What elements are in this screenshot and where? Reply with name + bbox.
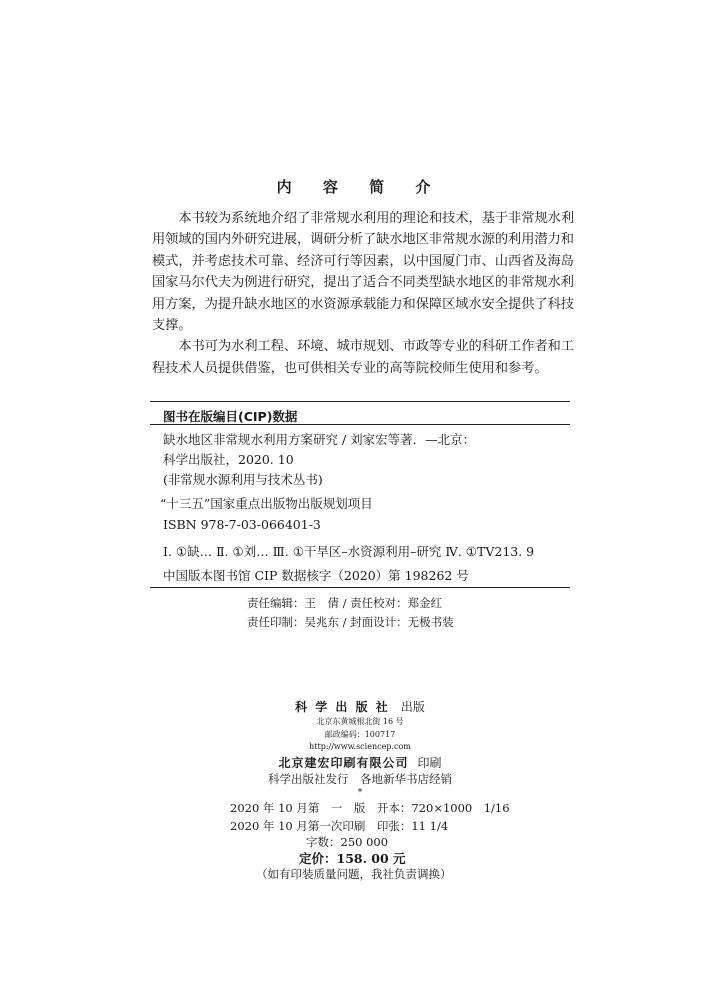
imprint-notice: （如有印装质量问题，我社负责调换） xyxy=(256,867,452,881)
imprint-url: http://www.sciencep.com xyxy=(309,742,411,751)
cip-heading: 图书在版编目(CIP)数据 xyxy=(163,409,298,424)
staff-line-editors: 责任编辑：王 倩 / 责任校对：郑金红 xyxy=(247,596,443,610)
summary-body xyxy=(152,208,582,379)
imprint-postcode: 邮政编码：100717 xyxy=(324,730,396,739)
imprint-print-word: 印刷 xyxy=(417,756,442,770)
cip-isbn: ISBN 978-7-03-066401-3 xyxy=(163,517,321,532)
cip-check-number: 中国版本图书馆 CIP 数据核字（2020）第 198262 号 xyxy=(163,568,469,583)
imprint-printing: 2020 年 10 月第一次印刷 印张：11 1/4 xyxy=(230,819,449,833)
imprint-word-count: 字数：250 000 xyxy=(306,835,389,849)
cip-title-line: 缺水地区非常规水利用方案研究 / 刘家宏等著．—北京： xyxy=(163,432,476,447)
imprint-publish-word: 出版 xyxy=(400,700,425,714)
cip-series: (非常规水源利用与技术丛书) xyxy=(163,472,323,487)
imprint-star: * xyxy=(357,788,363,798)
summary-paragraph-2: 本书可为水利工程、环境、城市规划、市政等专业的科研工作者和工程技术人员提供借鉴，也可供相关专业的高等院校师生使用和参考。 xyxy=(152,339,575,376)
staff-line-production: 责任印制：吴兆东 / 封面设计：无极书装 xyxy=(247,615,454,629)
cip-top-rule xyxy=(150,401,570,402)
cip-project: “十三五”国家重点出版物出版规划项目 xyxy=(160,496,373,511)
imprint-printer-line xyxy=(0,752,720,771)
imprint-printer: 北京建宏印刷有限公司 xyxy=(278,756,409,770)
imprint-publisher: 科 学 出 版 社 xyxy=(295,700,390,714)
cip-publisher-line: 科学出版社，2020. 10 xyxy=(163,452,294,467)
imprint-price: 定价：158. 00 元 xyxy=(299,851,406,866)
summary-title: 内 容 简 介 xyxy=(276,178,444,196)
imprint-address: 北京东黄城根北街 16 号 xyxy=(316,717,404,726)
summary-paragraph-1: 本书较为系统地介绍了非常规水利用的理论和技术，基于非常规水利用领域的国内外研究进展，调研分析了缺水地区非常规水源的利用潜力和模式，并考虑技术可靠、经济可行等因素，以中国厦门市、山西省及海岛国家马尔代夫为例进行研究，提出了适合不同类型缺水地区的非常规水利用方案，为提升缺水地区的水资源承载能力和保障区域水安全提供了科技支撑。 xyxy=(152,211,575,334)
imprint-publisher-line xyxy=(0,696,720,715)
cip-bottom-rule xyxy=(150,587,570,588)
cip-classification: Ⅰ. ①缺… Ⅱ. ①刘… Ⅲ. ①干旱区–水资源利用–研究 Ⅳ. ①TV213. 9 xyxy=(163,544,535,559)
cip-heading-rule xyxy=(150,424,570,425)
imprint-edition: 2020 年 10 月第 一 版 开本：720×1000 1/16 xyxy=(230,801,510,815)
imprint-distribution: 科学出版社发行 各地新华书店经销 xyxy=(268,772,452,786)
